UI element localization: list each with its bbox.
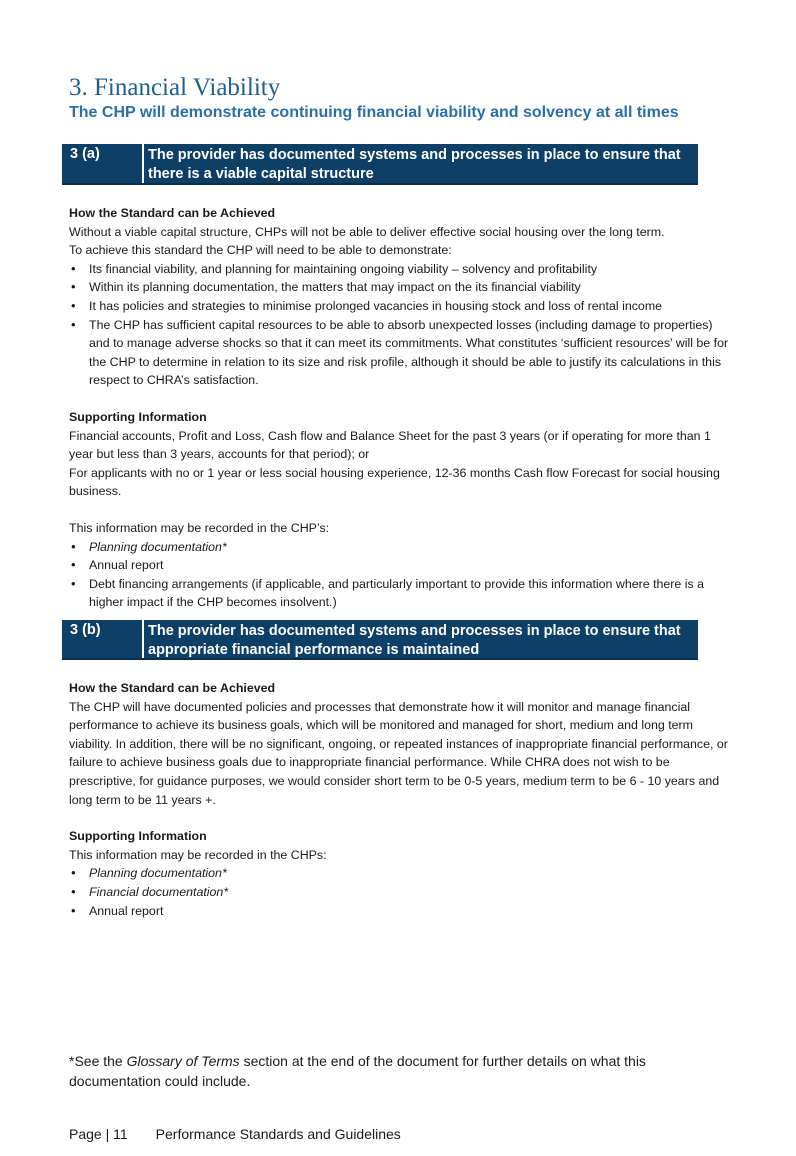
section-subheading: The CHP will demonstrate continuing financial viability and solvency at all times (69, 104, 679, 121)
how-paragraph-a2: To achieve this standard the CHP will need to be able to demonstrate: (69, 243, 452, 258)
recorded-list-a (69, 538, 733, 612)
list-item: • It has policies and strategies to minimise prolonged vacancies in housing stock and loss of rental income (69, 297, 733, 316)
page-footer (69, 1126, 401, 1142)
list-item: • Planning documentation* (69, 864, 733, 883)
banner-divider (142, 620, 144, 658)
footnote-pre: *See the (69, 1053, 127, 1069)
footnote-glossary: Glossary of Terms (126, 1053, 240, 1069)
demonstrate-list (69, 260, 733, 390)
standard-b-title: The provider has documented systems and processes in place to ensure that appropriate financial performance is maintained (148, 623, 681, 658)
standard-b-banner (62, 620, 698, 660)
list-item: • Planning documentation* (69, 538, 733, 557)
section-heading: 3. Financial Viability (69, 74, 281, 101)
list-item: • Within its planning documentation, the matters that may impact on the its financial viability (69, 278, 733, 297)
how-paragraph-b1: The CHP will have documented policies and processes that demonstrate how it will monitor and manage financial performance to achieve its business goals, which will be monitored and managed for short, medium and long term viability. In addition, there will be no significant, ongoing, or repeated instances of inappropriate financial performance, or failure to achieve business goals due to inappropriate financial performance. While CHRA does not wish to be prescriptive, for guidance purposes, we would consider short term to be 0-5 years, medium term to be 6 - 10 years and long term to be 11 years +. (69, 699, 728, 807)
standard-b-body (69, 679, 733, 920)
supporting-heading-b: Supporting Information (69, 829, 207, 844)
footnote-post: section at the end of the document for further details on what this documentation could include. (69, 1053, 646, 1089)
page-number: Page | 11 (69, 1126, 128, 1142)
list-item: • The CHP has sufficient capital resources to be able to absorb unexpected losses (including damage to properties) and to manage adverse shocks so that it can meet its commitments. What constitutes ‘sufficient resources’ will be for the CHP to determine in relation to its size and risk profile, although it should be able to justify its calculations in this respect to CHRA’s satisfaction. (69, 316, 733, 390)
how-heading-b: How the Standard can be Achieved (69, 681, 276, 695)
banner-divider (142, 144, 144, 183)
standard-a-body (69, 204, 733, 612)
list-item: • Financial documentation* (69, 883, 733, 902)
standard-b-number: 3 (b) (70, 622, 101, 638)
standard-a-title: The provider has documented systems and processes in place to ensure that there is a viable capital structure (148, 147, 681, 182)
list-item: • Annual report (69, 556, 733, 575)
how-paragraph-a1: Without a viable capital structure, CHPs will not be able to deliver effective social housing over the long term. (69, 224, 665, 239)
how-heading-a: How the Standard can be Achieved (69, 206, 276, 220)
document-title: Performance Standards and Guidelines (155, 1126, 401, 1142)
standard-a-banner (62, 144, 698, 185)
footnote (69, 1051, 719, 1091)
supporting-paragraph-a1: Financial accounts, Profit and Loss, Cash flow and Balance Sheet for the past 3 years (or if operating for more than 1 year but less than 3 years, accounts for that period); or (69, 428, 711, 462)
standard-a-number: 3 (a) (70, 146, 100, 162)
recorded-intro-b: This information may be recorded in the CHPs: (69, 847, 327, 862)
recorded-intro-a: This information may be recorded in the CHP’s: (69, 520, 330, 535)
supporting-heading-a: Supporting Information (69, 409, 207, 424)
list-item: • Debt financing arrangements (if applicable, and particularly important to provide this information where there is a higher impact if the CHP becomes insolvent.) (69, 575, 733, 612)
list-item: • Annual report (69, 902, 733, 921)
list-item: • Its financial viability, and planning for maintaining ongoing viability – solvency and profitability (69, 260, 733, 279)
recorded-list-b (69, 864, 733, 920)
supporting-paragraph-a2: For applicants with no or 1 year or less social housing experience, 12-36 months Cash flow Forecast for social housing business. (69, 465, 720, 499)
